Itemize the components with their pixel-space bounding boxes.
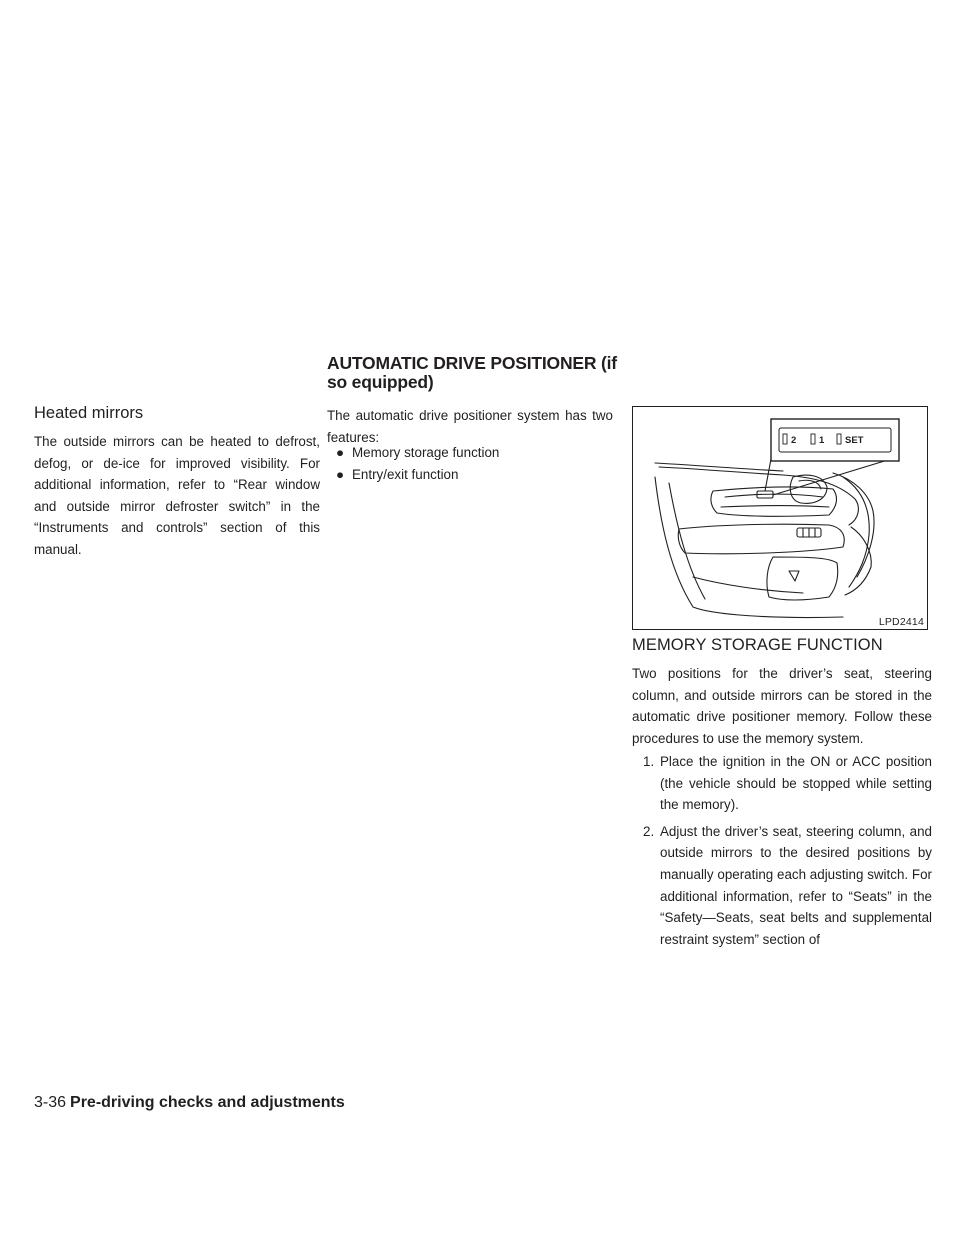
page-number: 3-36 xyxy=(34,1094,67,1111)
memory-button-1: 1 xyxy=(819,435,825,446)
door-panel-figure xyxy=(632,406,928,630)
heated-mirrors-body: The outside mirrors can be heated to defrost, defog, or de-ice for improved visibility. For additional information, refer to “Rear window and outside mirror defroster switch” in the “Instruments and controls” section of this manual. xyxy=(34,434,320,557)
list-item xyxy=(327,442,613,464)
feature-list xyxy=(327,442,613,486)
door-panel-illustration xyxy=(633,407,927,629)
list-item xyxy=(632,751,932,816)
step-number: 1. xyxy=(643,754,655,769)
feature-text: Memory storage function xyxy=(352,445,500,460)
set-button: SET xyxy=(845,435,864,446)
list-item xyxy=(327,464,613,486)
feature-text: Entry/exit function xyxy=(352,467,459,482)
memory-button-2: 2 xyxy=(791,435,797,446)
step-number: 2. xyxy=(643,823,655,839)
page-footer xyxy=(34,1094,345,1112)
adp-intro: The automatic drive positioner system has two features: xyxy=(327,408,613,445)
list-item xyxy=(632,821,932,951)
figure-label: LPD2414 xyxy=(878,616,924,628)
memory-steps xyxy=(632,751,932,955)
step-text: Place the ignition in the ON or ACC position (the vehicle should be stopped while setting the memory). xyxy=(660,754,932,813)
memory-storage-heading: MEMORY STORAGE FUNCTION xyxy=(632,636,883,654)
bullet-icon: ● xyxy=(336,467,345,482)
step-text: Adjust the driver’s seat, steering column, and outside mirrors to the desired positions by manually operating each adjusting switch. For additional information, refer to “Seats” in the “Safety—Seats, seat belts and supplemental restraint system” section of xyxy=(660,823,932,947)
memory-storage-body: Two positions for the driver’s seat, steering column, and outside mirrors can be stored in the automatic drive positioner memory. Follow these procedures to use the memory system. xyxy=(632,666,932,746)
bullet-icon: ● xyxy=(336,445,345,460)
section-title: AUTOMATIC DRIVE POSITIONER (if so equipped) xyxy=(327,353,617,392)
heated-mirrors-heading: Heated mirrors xyxy=(34,404,144,422)
footer-title: Pre-driving checks and adjustments xyxy=(70,1094,345,1111)
